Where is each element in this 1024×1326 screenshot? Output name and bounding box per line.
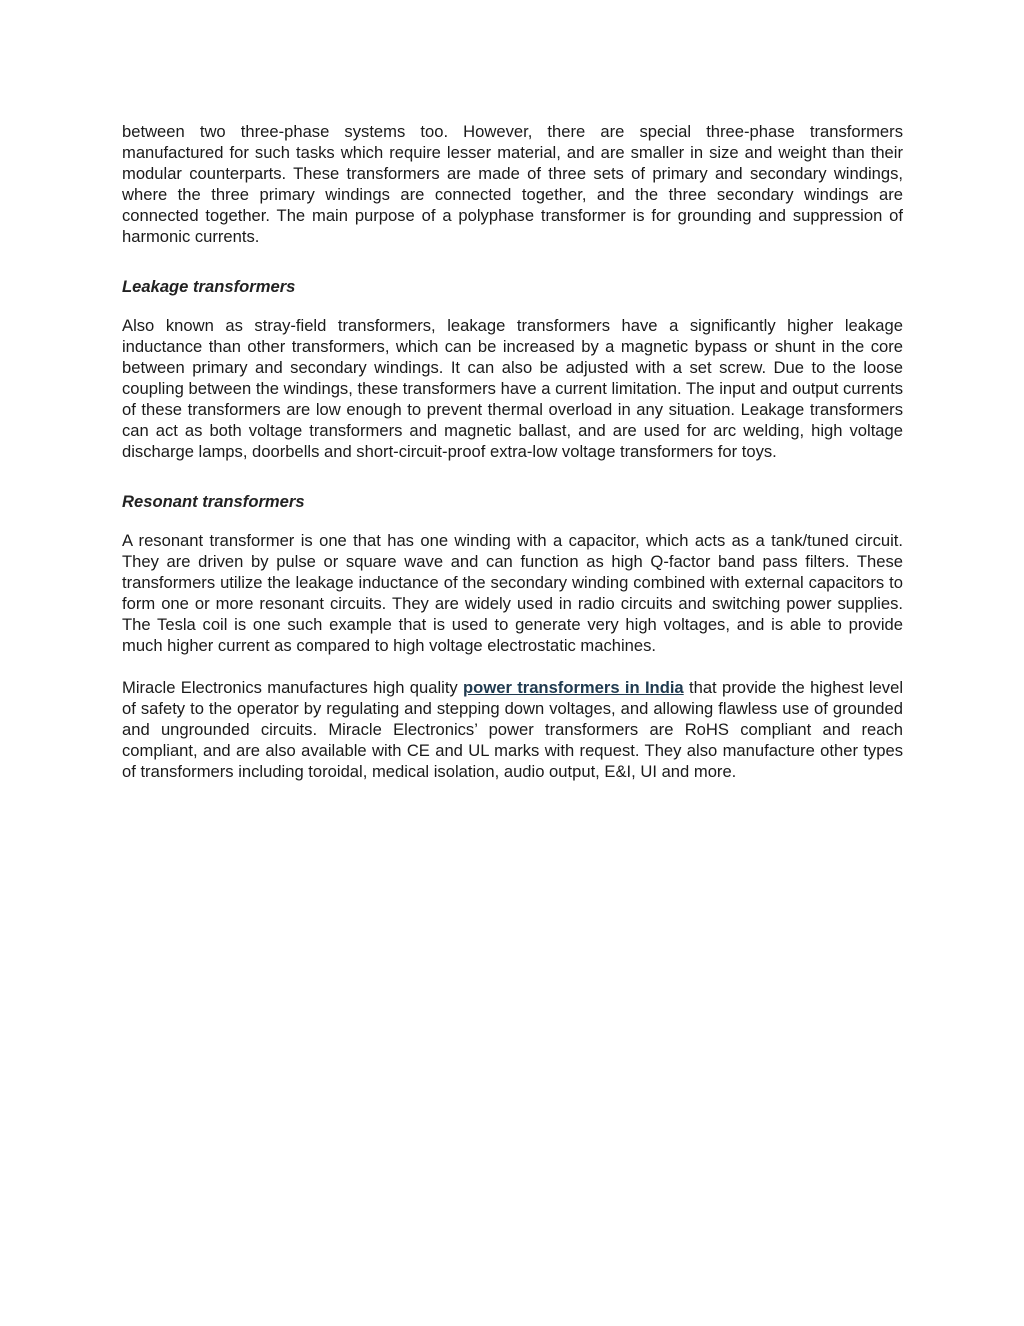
closing-text-before-link: Miracle Electronics manufactures high quality xyxy=(122,678,464,697)
spacer xyxy=(122,297,903,315)
power-transformers-link[interactable]: power transformers in India xyxy=(463,678,684,697)
document-body xyxy=(122,121,903,782)
spacer xyxy=(122,512,903,530)
section-body-resonant: A resonant transformer is one that has one winding with a capacitor, which acts as a tank/tuned circuit. They are driven by pulse or square wave and can function as high Q-factor band pass filters. These transformers utilize the leakage inductance of the secondary winding combined with external capacitors to form one or more resonant circuits. They are widely used in radio circuits and switching power supplies. The Tesla coil is one such example that is used to generate very high voltages, and is able to provide much higher current as compared to high voltage electrostatic machines. xyxy=(122,531,903,655)
section-heading-leakage: Leakage transformers xyxy=(122,277,296,296)
spacer xyxy=(122,462,903,491)
closing-paragraph xyxy=(122,677,903,782)
section-body-leakage: Also known as stray-field transformers, leakage transformers have a significantly higher leakage inductance than other transformers, which can be increased by a magnetic bypass or shunt in the core between primary and secondary windings. It can also be adjusted with a set screw. Due to the loose coupling between the windings, these transformers have a current limitation. The input and output currents of these transformers are low enough to prevent thermal overload in any situation. Leakage transformers can act as both voltage transformers and magnetic ballast, and are used for arc welding, high voltage discharge lamps, doorbells and short-circuit-proof extra-low voltage transformers for toys. xyxy=(122,316,903,461)
spacer xyxy=(122,656,903,677)
section-heading-resonant: Resonant transformers xyxy=(122,492,305,511)
closing-text-after-link: that provide the highest level of safety to the operator by regulating and stepping down voltages, and allowing flawless use of grounded and ungrounded circuits. Miracle Electronics’ power transformers are RoHS compliant and reach compliant, and are also available with CE and UL marks with request. They also manufacture other types of transformers including toroidal, medical isolation, audio output, E&I, UI and more. xyxy=(122,678,904,781)
intro-paragraph: between two three-phase systems too. However, there are special three-phase transformers manufactured for such tasks which require lesser material, and are smaller in size and weight than their modular counterparts. These transformers are made of three sets of primary and secondary windings, where the three primary windings are connected together, and the three secondary windings are connected together. The main purpose of a polyphase transformer is for grounding and suppression of harmonic currents. xyxy=(122,122,903,246)
spacer xyxy=(122,247,903,276)
